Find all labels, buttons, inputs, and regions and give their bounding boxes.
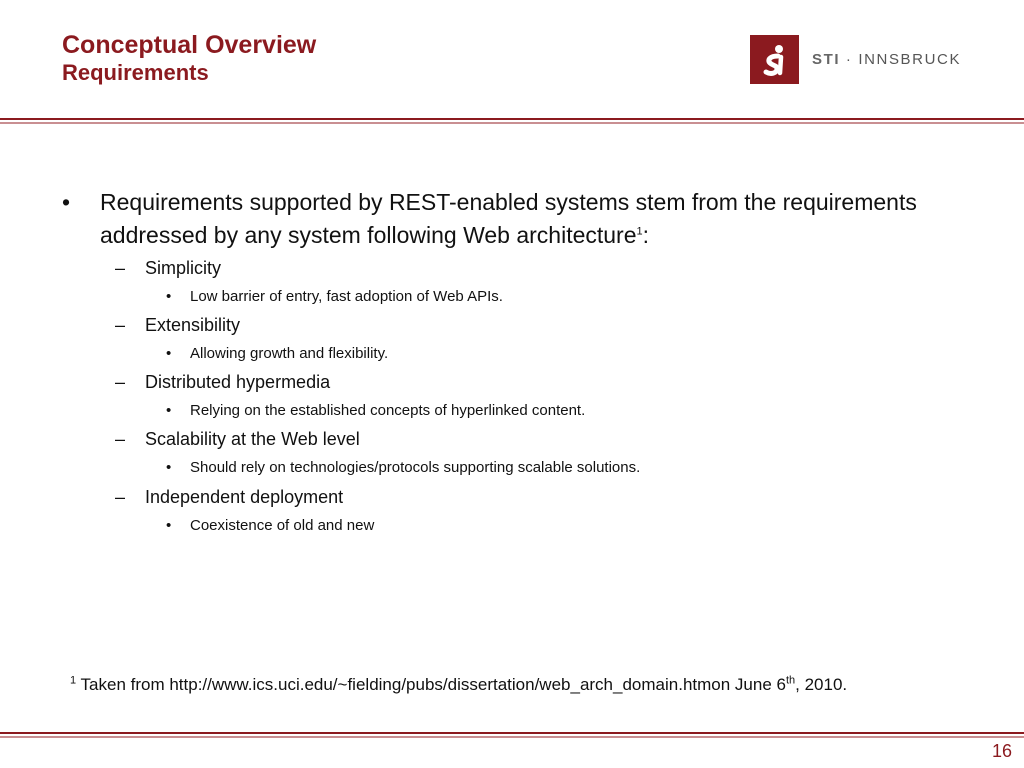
footnote-ordinal: th [785,674,796,687]
logo-brand: STI [812,50,841,68]
item-detail: Allowing growth and flexibility. [190,345,389,362]
dash-icon: – [115,372,126,392]
dash-icon: – [115,429,126,449]
logo-mark-icon [750,35,799,84]
bullet-icon: • [166,517,172,534]
bullet-icon: • [62,189,71,215]
header-divider [0,118,1024,120]
footer-divider [0,732,1024,734]
item-detail: Low barrier of entry, fast adoption of Web APIs. [190,288,503,305]
dash-icon: – [115,315,126,335]
bullet-icon: • [166,345,172,362]
main-bullet-body: Requirements supported by REST-enabled systems stem from the requirements addressed by any system following Web architecture [100,189,917,248]
logo-name: INNSBRUCK [858,50,962,68]
logo-separator: · [845,50,853,68]
footnote-suffix: , 2010. [795,675,848,694]
item-label: Extensibility [145,315,241,335]
footnote-marker: 1 [70,674,77,687]
footnote-ref: 1 [636,225,643,238]
footer-divider-light [0,736,1024,738]
dash-icon: – [115,258,126,278]
footnote-text: Taken from http://www.ics.uci.edu/~fielding/pubs/dissertation/web_arch_domain.htmon June 6 [76,675,786,694]
bullet-icon: • [166,402,172,419]
slide-subtitle: Requirements [62,60,209,85]
item-label: Simplicity [145,258,222,278]
item-label: Distributed hypermedia [145,372,331,392]
page-number: 16 [991,741,1012,761]
main-bullet-text [100,186,940,252]
main-bullet-colon: : [642,222,650,248]
footnote [70,672,950,697]
item-label: Independent deployment [145,487,344,507]
logo-wordmark [812,51,961,68]
bullet-icon: • [166,288,172,305]
header-divider-light [0,122,1024,124]
item-detail: Should rely on technologies/protocols supporting scalable solutions. [190,459,641,476]
item-detail: Coexistence of old and new [190,517,375,534]
sti-innsbruck-logo [750,34,961,84]
item-label: Scalability at the Web level [145,429,360,449]
slide-title: Conceptual Overview [62,31,317,59]
dash-icon: – [115,487,126,507]
item-detail: Relying on the established concepts of hyperlinked content. [190,402,586,419]
bullet-icon: • [166,459,172,476]
slide-header [62,30,316,86]
